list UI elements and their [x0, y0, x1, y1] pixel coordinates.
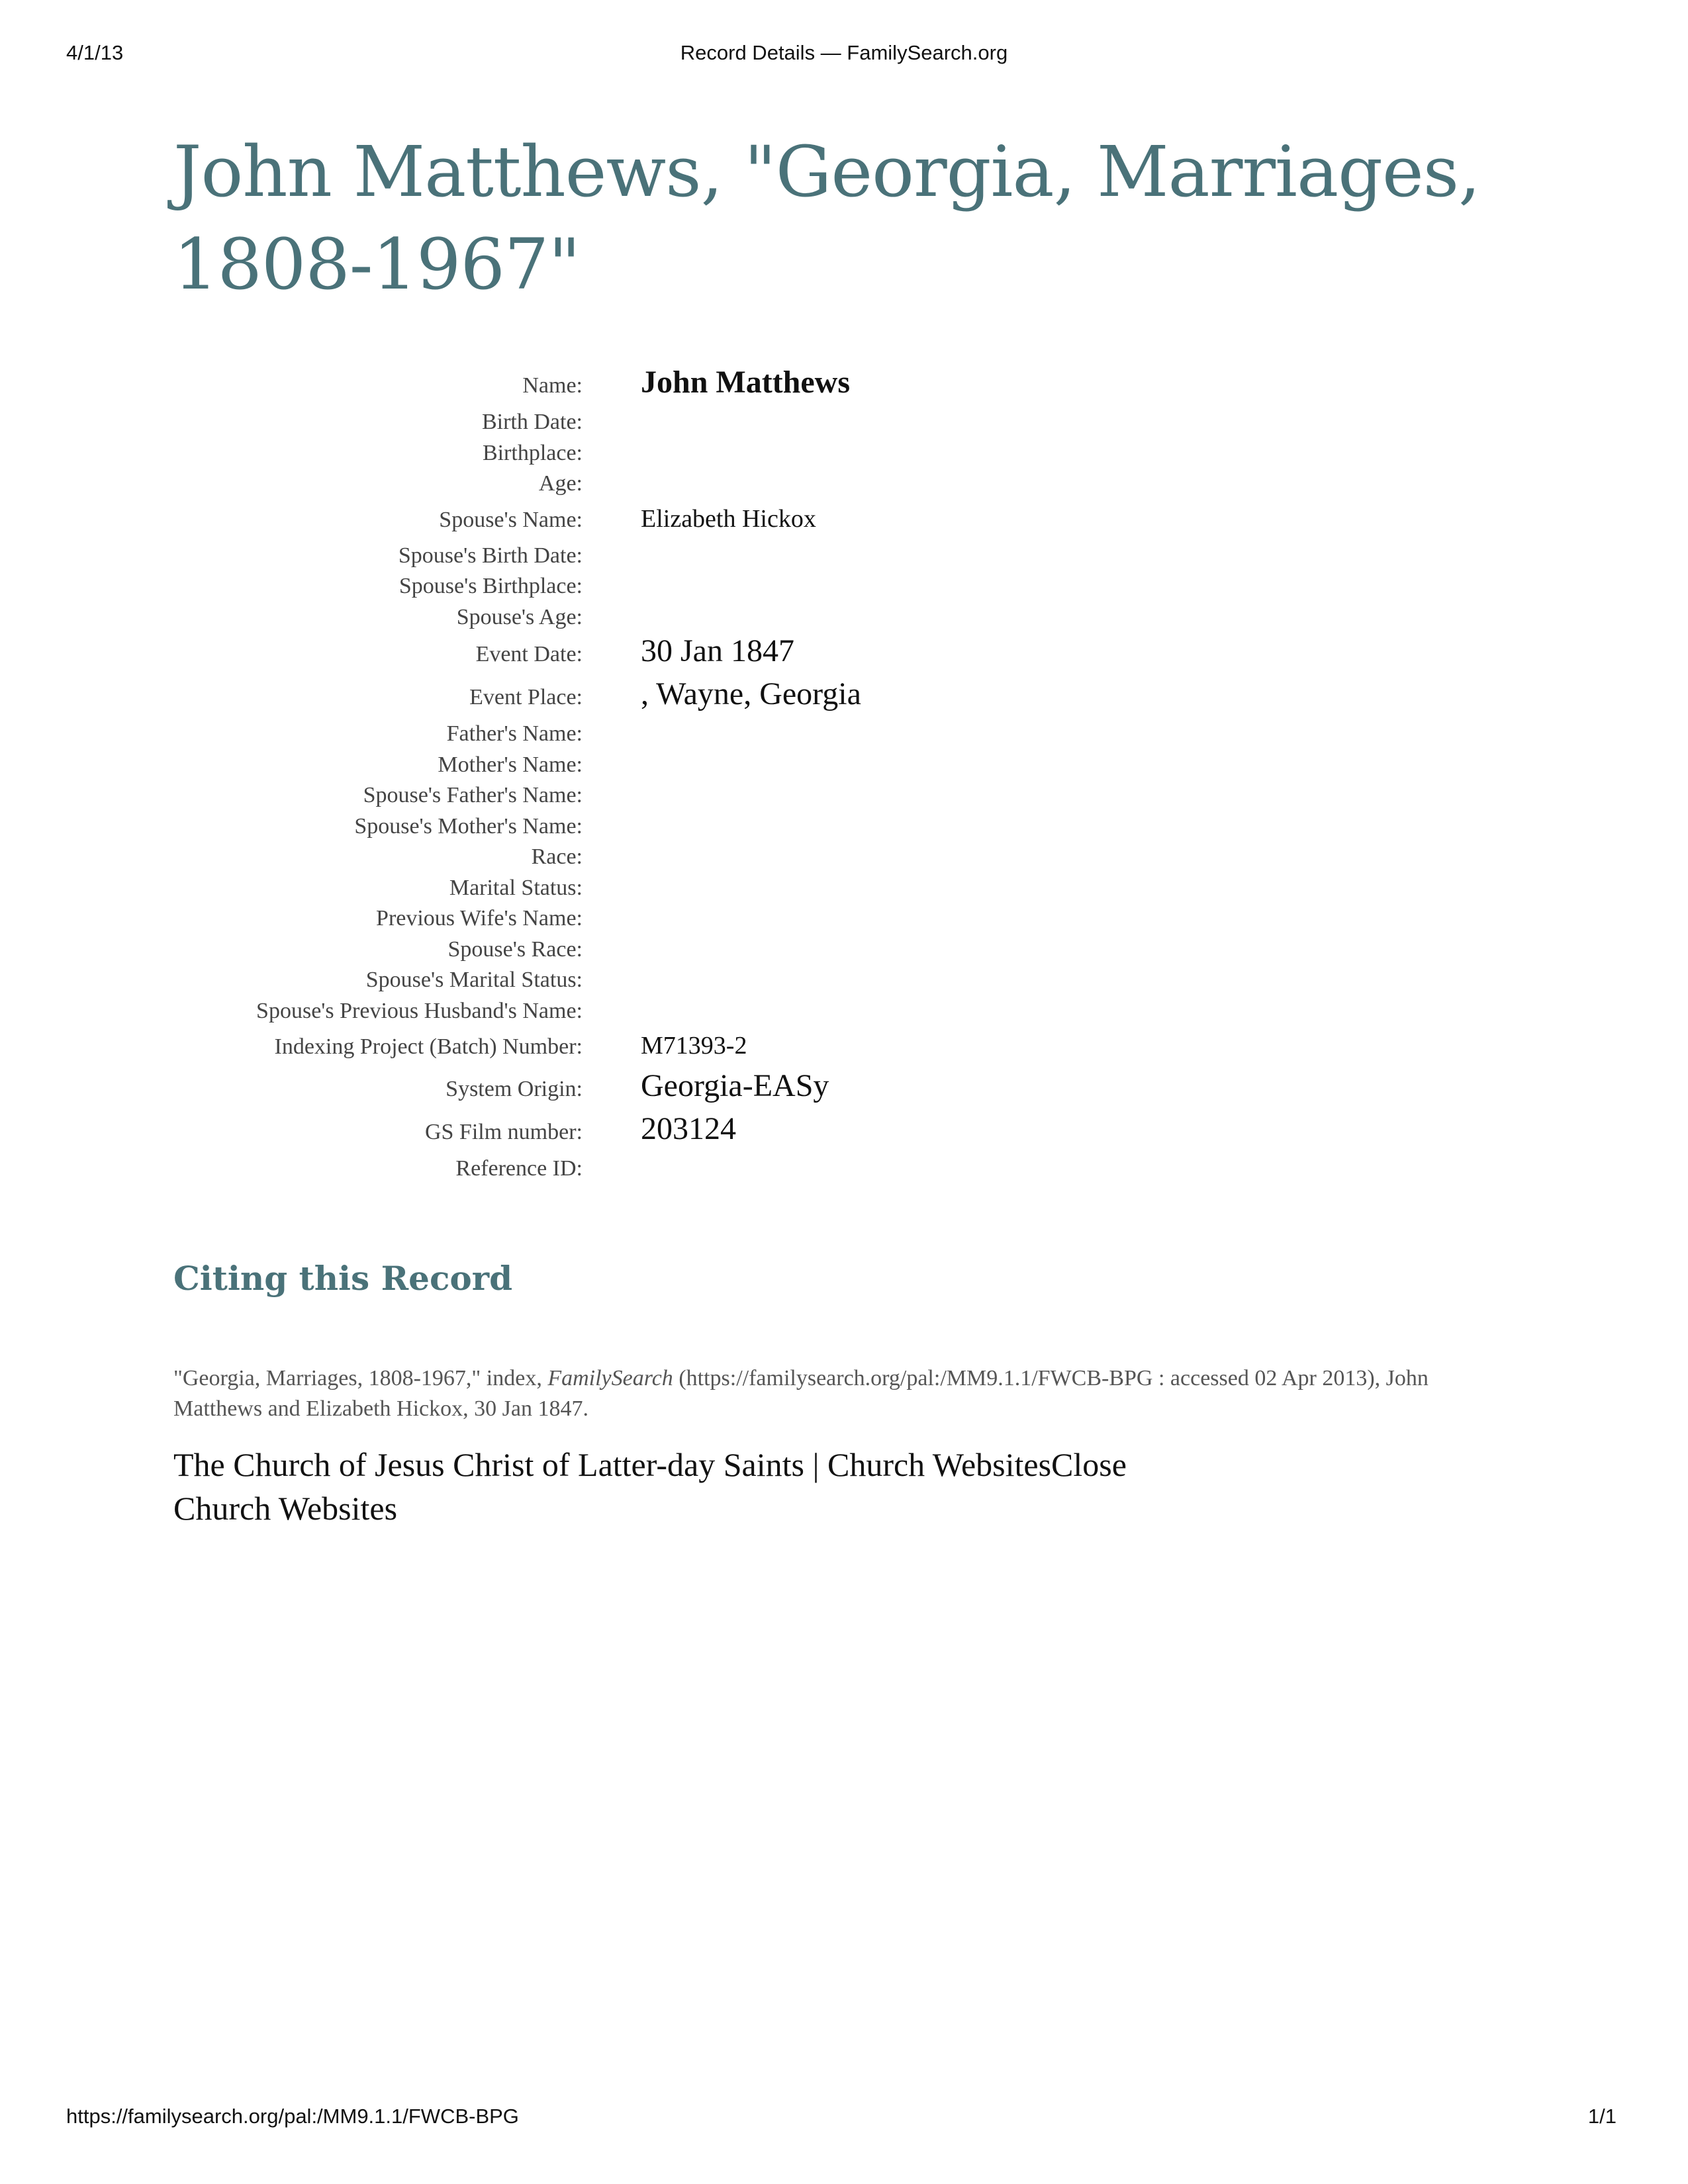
- record-label: Mother's Name:: [438, 752, 583, 777]
- record-label: Event Place:: [469, 685, 583, 709]
- record-label: GS Film number:: [424, 1120, 583, 1144]
- record-row-spouse-name: [66, 500, 1523, 541]
- print-window-title: Record Details — FamilySearch.org: [680, 41, 1008, 64]
- record-row-father-name: [66, 719, 1523, 750]
- record-value-system-origin: Georgia-EASy: [641, 1068, 829, 1103]
- record-row-birth-date: [66, 407, 1523, 438]
- record-row-race: [66, 842, 1523, 873]
- print-page-count: 1/1: [1587, 2105, 1617, 2128]
- page-title: John Matthews, "Georgia, Marriages, 1808-1967": [173, 131, 1480, 305]
- record-row-spouse-father-name: [66, 780, 1523, 811]
- record-value-event-place: , Wayne, Georgia: [641, 676, 861, 711]
- record-row-batch-number: [66, 1026, 1523, 1068]
- citation-site-name: FamilySearch: [547, 1366, 673, 1390]
- citation-text: [173, 1363, 1497, 1424]
- church-websites-menu-link[interactable]: Church Websites: [173, 1490, 398, 1527]
- record-row-spouse-age: [66, 602, 1523, 633]
- record-label: Event Date:: [475, 642, 583, 666]
- citation-text-after: (https://familysearch.org/pal:/MM9.1.1/FWCB-BPG : accessed 02 Apr 2013), John Matthews and Elizabeth Hickox, 30 Jan 1847.: [173, 1366, 1429, 1421]
- record-row-spouse-previous-husband-name: [66, 996, 1523, 1027]
- citing-heading: Citing this Record: [173, 1259, 513, 1298]
- record-row-system-origin: [66, 1068, 1523, 1111]
- record-row-previous-wife-name: [66, 903, 1523, 934]
- record-label: Spouse's Birthplace:: [399, 574, 583, 598]
- print-header: [0, 41, 1688, 74]
- print-footer: [0, 2105, 1688, 2138]
- record-label: Age:: [538, 471, 583, 496]
- record-label: Race:: [531, 844, 583, 869]
- record-row-name: [66, 364, 1523, 407]
- record-row-gs-film-number: [66, 1111, 1523, 1154]
- citation-text-before: "Georgia, Marriages, 1808-1967," index,: [173, 1366, 548, 1390]
- record-row-spouse-birth-date: [66, 541, 1523, 572]
- record-row-spouse-race: [66, 934, 1523, 966]
- record-label: Marital Status:: [449, 875, 583, 900]
- record-row-marital-status: [66, 873, 1523, 904]
- church-websites-links: [173, 1443, 1497, 1530]
- record-label: Birthplace:: [482, 440, 583, 465]
- record-label: Spouse's Race:: [447, 936, 583, 962]
- record-label: Previous Wife's Name:: [376, 906, 583, 931]
- record-row-event-place: [66, 676, 1523, 719]
- record-value-name: John Matthews: [641, 365, 851, 400]
- record-value-gs-film-number: 203124: [641, 1111, 736, 1146]
- record-row-reference-id: [66, 1154, 1523, 1185]
- record-label: Indexing Project (Batch) Number:: [274, 1034, 583, 1059]
- print-date: 4/1/13: [66, 41, 124, 64]
- record-label: Spouse's Name:: [439, 507, 583, 532]
- record-value-batch-number: M71393-2: [641, 1032, 747, 1060]
- record-label: Spouse's Age:: [456, 604, 583, 629]
- record-label: Father's Name:: [446, 721, 583, 746]
- print-url: https://familysearch.org/pal:/MM9.1.1/FWCB-BPG: [66, 2105, 519, 2128]
- record-row-spouse-mother-name: [66, 811, 1523, 842]
- record-row-mother-name: [66, 750, 1523, 781]
- record-label: Spouse's Father's Name:: [363, 783, 583, 807]
- record-value-event-date: 30 Jan 1847: [641, 633, 794, 668]
- record-label: Reference ID:: [455, 1156, 583, 1181]
- record-row-birthplace: [66, 438, 1523, 469]
- record-row-spouse-birthplace: [66, 571, 1523, 602]
- record-label: Spouse's Marital Status:: [365, 968, 583, 992]
- record-label: Spouse's Previous Husband's Name:: [256, 998, 583, 1023]
- record-label: System Origin:: [445, 1077, 583, 1101]
- record-label: Birth Date:: [481, 410, 583, 434]
- record-label: Spouse's Mother's Name:: [354, 813, 583, 839]
- record-details-table: [66, 364, 1523, 1185]
- record-label: Spouse's Birth Date:: [398, 543, 583, 568]
- record-label: Name:: [522, 373, 583, 398]
- church-websites-link[interactable]: The Church of Jesus Christ of Latter-day Saints | Church WebsitesClose: [173, 1446, 1127, 1483]
- record-row-spouse-marital-status: [66, 965, 1523, 996]
- record-row-event-date: [66, 633, 1523, 676]
- record-value-spouse-name: Elizabeth Hickox: [641, 504, 816, 533]
- record-row-age: [66, 469, 1523, 500]
